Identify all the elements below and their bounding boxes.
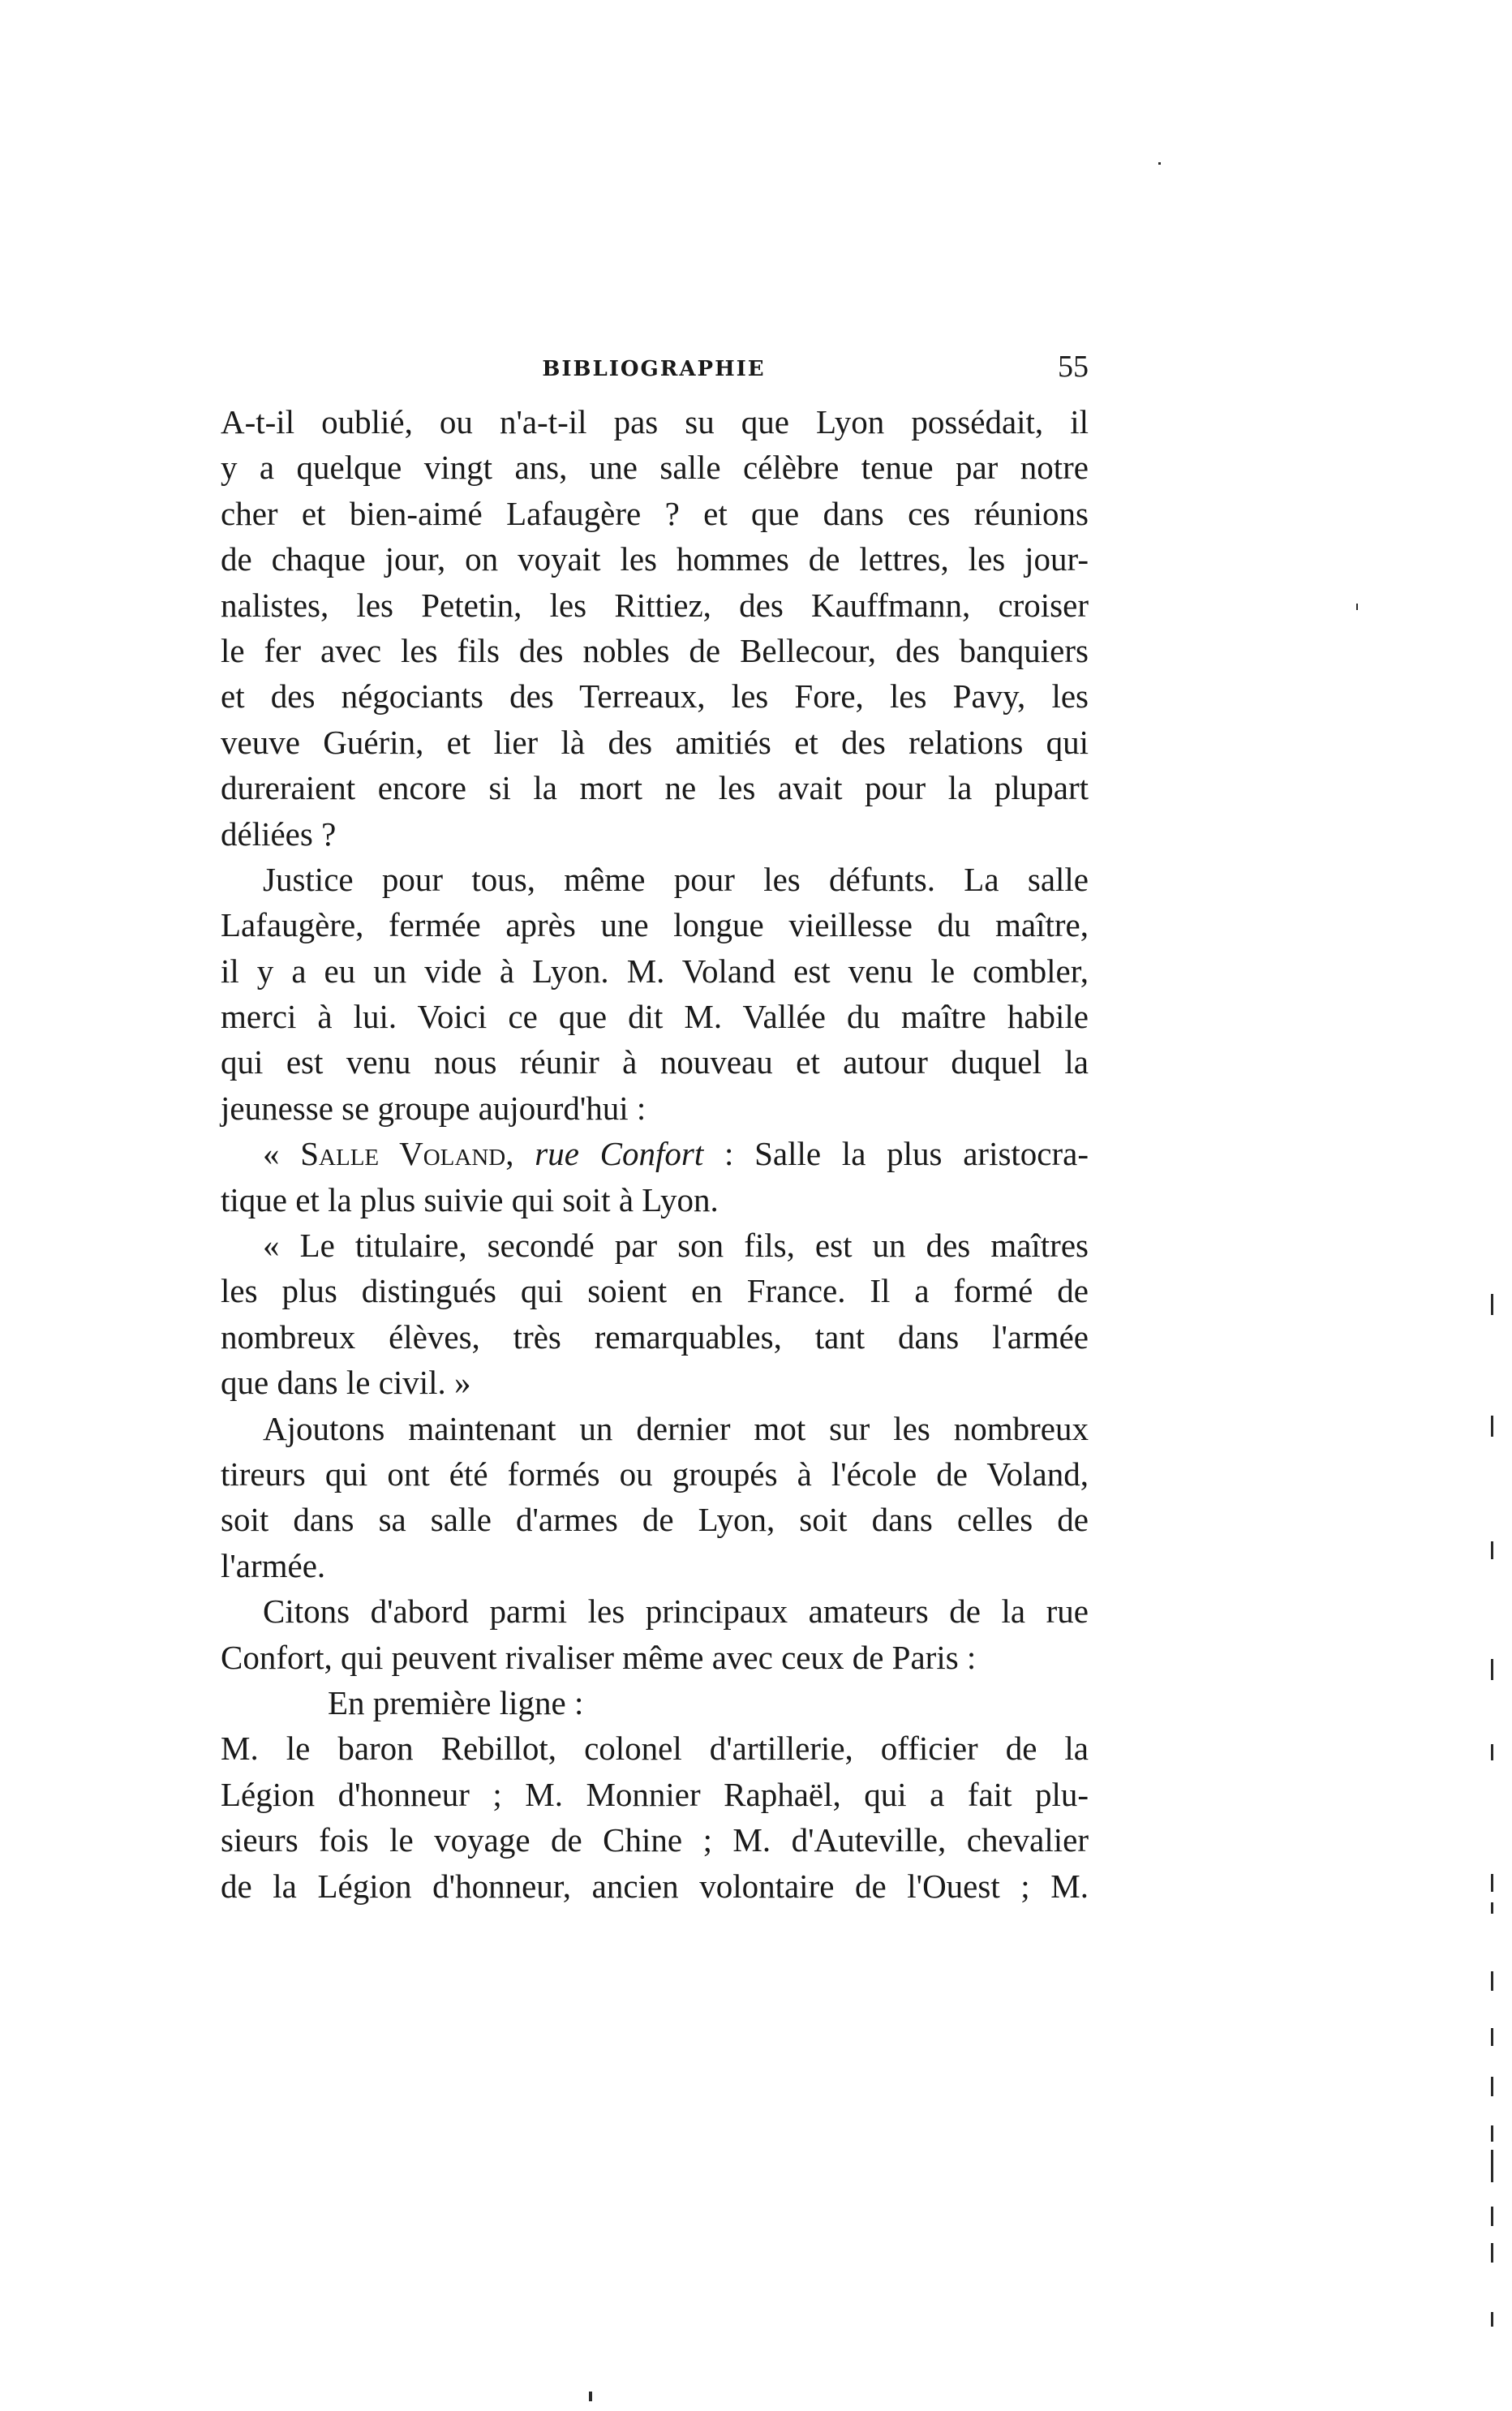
scan-speck: [1491, 2312, 1493, 2327]
text-line: qui est venu nous réunir à nouveau et autour duquel la: [221, 1043, 1089, 1081]
text-line: Confort, qui peuvent rivaliser même avec ceux de Paris :: [221, 1638, 977, 1676]
text-line: y a quelque vingt ans, une salle célèbre tenue par notre: [221, 449, 1089, 487]
body-text: [221, 399, 1089, 1909]
quote-rest: : Salle la plus aristocra-: [703, 1135, 1089, 1173]
scan-speck: [1491, 1294, 1493, 1315]
scan-speck: [1491, 2077, 1493, 2096]
scan-speck: [1491, 1874, 1493, 1892]
text-line: déliées ?: [221, 814, 337, 853]
running-title: BIBLIOGRAPHIE: [542, 357, 766, 381]
scan-speck: [1491, 1971, 1493, 1991]
text-line: tireurs qui ont été formés ou groupés à l'école de Voland,: [221, 1455, 1089, 1493]
text-line: « Le titulaire, secondé par son fils, est un des maîtres: [263, 1227, 1089, 1265]
scan-speck: [1491, 1659, 1493, 1680]
text-line: sieurs fois le voyage de Chine ; M. d'Auteville, chevalier: [221, 1821, 1089, 1859]
text-line: merci à lui. Voici ce que dit M. Vallée du maître habile: [221, 998, 1089, 1036]
text-line: A-t-il oublié, ou n'a-t-il pas su que Lyon possédait, il: [221, 403, 1089, 441]
text-line: de la Légion d'honneur, ancien volontaire de l'Ouest ; M.: [221, 1867, 1089, 1905]
text-line: nombreux élèves, très remarquables, tant dans l'armée: [221, 1317, 1089, 1356]
text-line: Justice pour tous, même pour les défunts. La salle: [263, 860, 1089, 898]
scan-speck: [1491, 2125, 1493, 2142]
text-line: l'armée.: [221, 1546, 326, 1584]
scan-speck: [1491, 1744, 1493, 1760]
scan-speck: [589, 2392, 592, 2401]
text-line: soit dans sa salle d'armes de Lyon, soit dans celles de: [221, 1501, 1089, 1539]
text-line: les plus distingués qui soient en France. Il a formé de: [221, 1272, 1089, 1310]
text-line: jeunesse se groupe aujourd'hui :: [221, 1089, 646, 1127]
text-line: Lafaugère, fermée après une longue vieillesse du maître,: [221, 906, 1089, 944]
text-line: Citons d'abord parmi les principaux amateurs de la rue: [263, 1592, 1089, 1631]
text-line: nalistes, les Petetin, les Rittiez, des Kauffmann, croiser: [221, 586, 1089, 624]
quote-open-mark: «: [263, 1135, 301, 1173]
running-head: [219, 347, 1089, 396]
text-line: En première ligne :: [328, 1683, 584, 1721]
salle-voland-name: Salle Voland,: [300, 1135, 514, 1173]
scan-speck: [1491, 2243, 1493, 2263]
text-line: le fer avec les fils des nobles de Bellecour, des banquiers: [221, 631, 1089, 669]
scan-speck: [1356, 604, 1358, 610]
text-line: il y a eu un vide à Lyon. M. Voland est venu le combler,: [221, 952, 1089, 990]
page-number: 55: [1058, 350, 1089, 384]
text-line: M. le baron Rebillot, colonel d'artillerie, officier de la: [221, 1730, 1089, 1768]
text-line: que dans le civil. »: [221, 1364, 471, 1402]
quote-heading-line: [221, 1131, 1089, 1176]
text-line: Ajoutons maintenant un dernier mot sur les nombreux: [263, 1409, 1089, 1447]
text-line: tique et la plus suivie qui soit à Lyon.: [221, 1180, 719, 1218]
scan-speck: [1158, 162, 1161, 165]
scan-speck: [1491, 2028, 1493, 2046]
scan-speck: [1491, 1416, 1493, 1437]
scan-speck: [1491, 1902, 1493, 1914]
scan-speck: [1491, 2207, 1493, 2226]
text-line: cher et bien-aimé Lafaugère ? et que dans ces réunions: [221, 494, 1089, 532]
scan-speck: [1491, 2150, 1493, 2182]
text-line: Légion d'honneur ; M. Monnier Raphaël, qui a fait plu-: [221, 1775, 1089, 1813]
text-line: de chaque jour, on voyait les hommes de lettres, les jour-: [221, 540, 1089, 578]
text-line: veuve Guérin, et lier là des amitiés et des relations qui: [221, 723, 1089, 761]
text-line: et des négociants des Terreaux, les Fore, les Pavy, les: [221, 677, 1089, 716]
text-line: dureraient encore si la mort ne les avait pour la plupart: [221, 769, 1089, 807]
scan-speck: [1491, 1541, 1493, 1559]
street-name: rue Confort: [535, 1135, 704, 1173]
